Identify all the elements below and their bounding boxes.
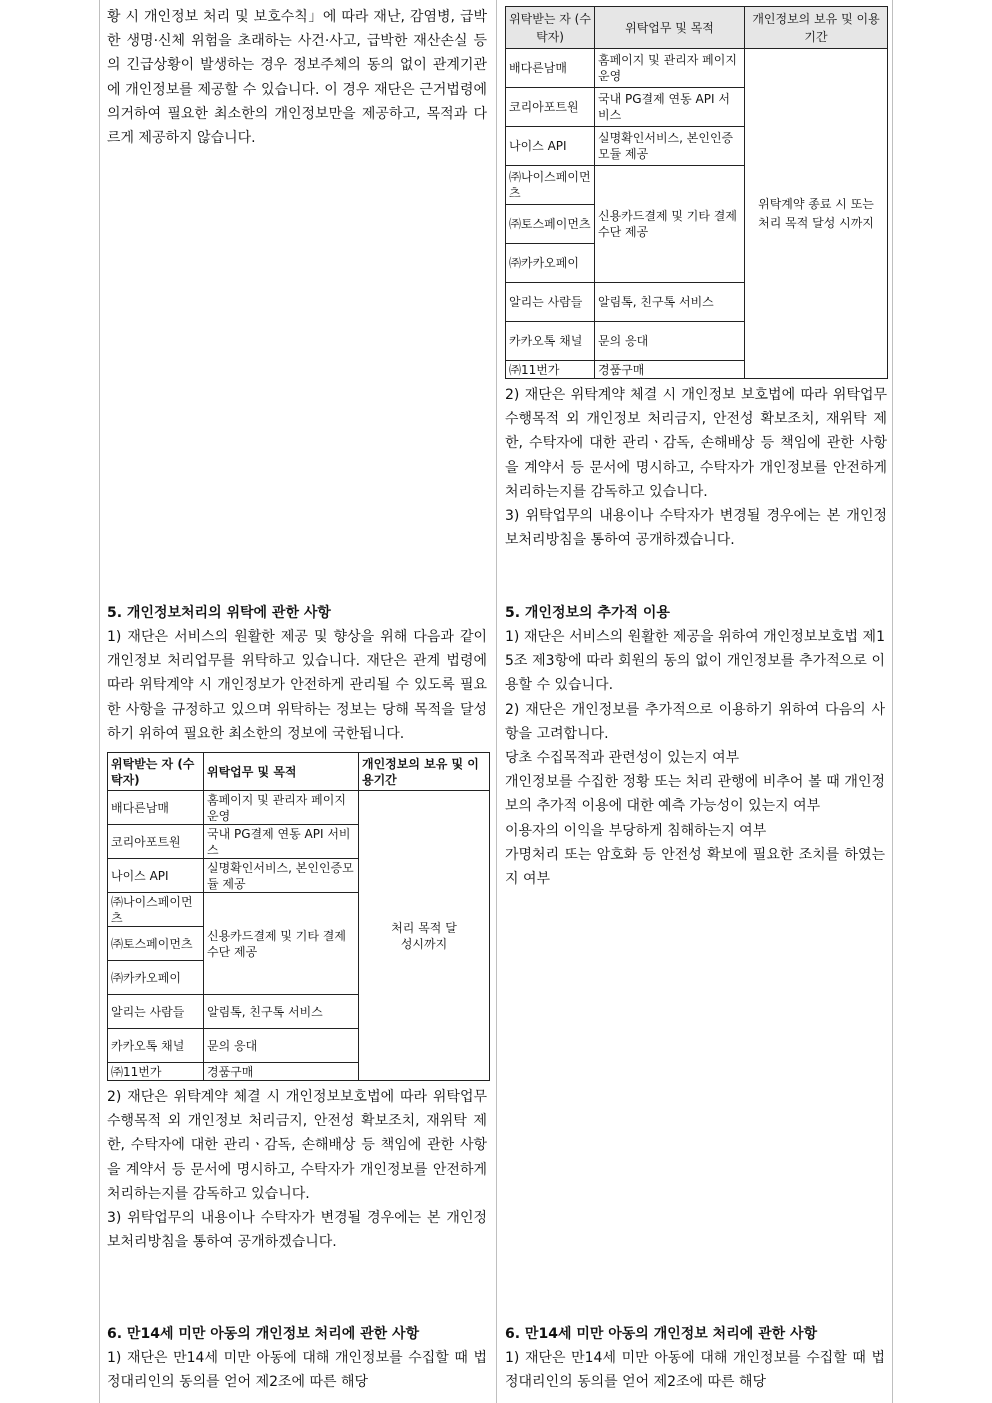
trustee-cell: 나이스 API	[506, 127, 595, 166]
task-cell: 홈페이지 및 관리자 페이지 운영	[595, 49, 745, 88]
trustee-cell: 나이스 API	[108, 859, 204, 893]
trustee-cell: ㈜나이스페이먼츠	[108, 893, 204, 927]
trustee-cell: 알리는 사람들	[506, 283, 595, 322]
task-cell: 국내 PG결제 연동 API 서비스	[595, 88, 745, 127]
trustee-cell: ㈜카카오페이	[108, 961, 204, 995]
header-trustee: 위탁받는 자 (수탁자)	[108, 753, 204, 791]
retention-cell: 처리 목적 달성시까지	[359, 791, 490, 1081]
trustee-cell: ㈜나이스페이먼츠	[506, 166, 595, 205]
task-cell: 문의 응대	[595, 322, 745, 361]
task-cell: 알림톡, 친구톡 서비스	[595, 283, 745, 322]
bottom-right-block	[505, 1322, 885, 1394]
section-heading: 6. 만14세 미만 아동의 개인정보 처리에 관한 사항	[505, 1326, 818, 1342]
trustee-table-top	[505, 6, 888, 379]
bottom-left-para1: 1) 재단은 만14세 미만 아동에 대해 개인정보를 수집할 때 법정대리인의 동의를 얻어 제2조에 따른 해당	[107, 1350, 487, 1391]
trustee-cell: 카카오톡 채널	[108, 1029, 204, 1063]
section-heading: 6. 만14세 미만 아동의 개인정보 처리에 관한 사항	[107, 1326, 420, 1342]
trustee-cell: ㈜11번가	[506, 361, 595, 379]
mid-right-para2: 2) 재단은 개인정보를 추가적으로 이용하기 위하여 다음의 사항을 고려합니다.	[505, 701, 885, 742]
bottom-left-block	[107, 1322, 487, 1394]
section-heading: 5. 개인정보의 추가적 이용	[505, 605, 670, 621]
section-heading: 5. 개인정보처리의 위탁에 관한 사항	[107, 605, 331, 621]
consideration-item: 이용자의 이익을 부당하게 침해하는지 여부	[505, 822, 767, 839]
trustee-cell: 코리아포트원	[506, 88, 595, 127]
trustee-cell: 배다른남매	[506, 49, 595, 88]
mid-left-para1: 1) 재단은 서비스의 원활한 제공 및 향상을 위해 다음과 같이 개인정보 처리업무를 위탁하고 있습니다. 재단은 관계 법령에 따라 위탁계약 시 개인정보가 안전하게 관리될 수 있도록 필요한 사항을 규정하고 있으며 위탁하는 정보는 당해 목적을 달성하기 위하여 필요한 최소한의 정보에 국한됩니다.	[107, 629, 487, 742]
top-right-para3: 3) 위탁업무의 내용이나 수탁자가 변경될 경우에는 본 개인정보처리방침을 통하여 공개하겠습니다.	[505, 508, 887, 549]
consideration-item: 가명처리 또는 암호화 등 안전성 확보에 필요한 조치를 하였는지 여부	[505, 846, 885, 888]
trustee-cell: 코리아포트원	[108, 825, 204, 859]
consideration-item: 개인정보를 수집한 정황 또는 처리 관행에 비추어 볼 때 개인정보의 추가적 이용에 대한 예측 가능성이 있는지 여부	[505, 774, 885, 815]
task-cell: 경품구매	[595, 361, 745, 379]
task-cell: 알림톡, 친구톡 서비스	[204, 995, 359, 1029]
top-right-block	[505, 6, 887, 552]
mid-left-para2: 2) 재단은 위탁계약 체결 시 개인정보보호법에 따라 위탁업무 수행목적 외 개인정보 처리금지, 안전성 확보조치, 재위탁 제한, 수탁자에 대한 관리ㆍ감독, 손해배상 등 책임에 관한 사항을 계약서 등 문서에 명시하고, 수탁자가 개인정보를 안전하게 처리하는지를 감독하고 있습니다.	[107, 1089, 487, 1202]
center-divider	[496, 0, 497, 1403]
trustee-cell: 카카오톡 채널	[506, 322, 595, 361]
top-left-paragraph: 황 시 개인정보 처리 및 보호수칙」에 따라 재난, 감염병, 급박한 생명·신체 위험을 초래하는 사건·사고, 급박한 재산손실 등의 긴급상황이 발생하는 경우 정보주체의 동의 없이 관계기관에 개인정보를 제공할 수 있습니다. 이 경우 재단은 근거법령에 의거하여 필요한 최소한의 개인정보만을 제공하고, 목적과 다르게 제공하지 않습니다.	[107, 9, 487, 147]
task-cell: 실명확인서비스, 본인인증모듈 제공	[204, 859, 359, 893]
trustee-cell: 배다른남매	[108, 791, 204, 825]
header-trustee: 위탁받는 자 (수탁자)	[506, 7, 595, 49]
header-task: 위탁업무 및 목적	[595, 7, 745, 49]
task-cell: 경품구매	[204, 1063, 359, 1081]
trustee-table-mid	[107, 752, 490, 1081]
bottom-right-para1: 1) 재단은 만14세 미만 아동에 대해 개인정보를 수집할 때 법정대리인의 동의를 얻어 제2조에 따른 해당	[505, 1350, 885, 1391]
mid-right-block	[505, 601, 885, 891]
task-cell: 신용카드결제 및 기타 결제수단 제공	[595, 166, 745, 283]
consideration-item: 당초 수집목적과 관련성이 있는지 여부	[505, 750, 740, 767]
top-right-para2: 2) 재단은 위탁계약 체결 시 개인정보 보호법에 따라 위탁업무 수행목적 외 개인정보 처리금지, 안전성 확보조치, 재위탁 제한, 수탁자에 대한 관리ㆍ감독, 손해배상 등 책임에 관한 사항을 계약서 등 문서에 명시하고, 수탁자가 개인정보를 안전하게 처리하는지를 감독하고 있습니다.	[505, 387, 887, 500]
trustee-cell: 알리는 사람들	[108, 995, 204, 1029]
trustee-cell: ㈜카카오페이	[506, 244, 595, 283]
task-cell: 문의 응대	[204, 1029, 359, 1063]
trustee-cell: ㈜11번가	[108, 1063, 204, 1081]
task-cell: 홈페이지 및 관리자 페이지 운영	[204, 791, 359, 825]
mid-left-para3: 3) 위탁업무의 내용이나 수탁자가 변경될 경우에는 본 개인정보처리방침을 통하여 공개하겠습니다.	[107, 1210, 487, 1251]
retention-cell: 위탁계약 종료 시 또는 처리 목적 달성 시까지	[745, 49, 888, 379]
header-retention: 개인정보의 보유 및 이용기간	[745, 7, 888, 49]
right-border	[892, 0, 893, 1403]
left-border	[99, 0, 100, 1403]
task-cell: 국내 PG결제 연동 API 서비스	[204, 825, 359, 859]
task-cell: 실명확인서비스, 본인인증모듈 제공	[595, 127, 745, 166]
mid-left-block	[107, 601, 487, 1254]
header-retention: 개인정보의 보유 및 이용기간	[359, 753, 490, 791]
task-cell: 신용카드결제 및 기타 결제수단 제공	[204, 893, 359, 995]
top-left-block	[107, 5, 487, 150]
trustee-cell: ㈜토스페이먼츠	[108, 927, 204, 961]
header-task: 위탁업무 및 목적	[204, 753, 359, 791]
mid-right-para1: 1) 재단은 서비스의 원활한 제공을 위하여 개인정보보호법 제15조 제3항에 따라 회원의 동의 없이 개인정보를 추가적으로 이용할 수 있습니다.	[505, 629, 885, 694]
trustee-cell: ㈜토스페이먼츠	[506, 205, 595, 244]
